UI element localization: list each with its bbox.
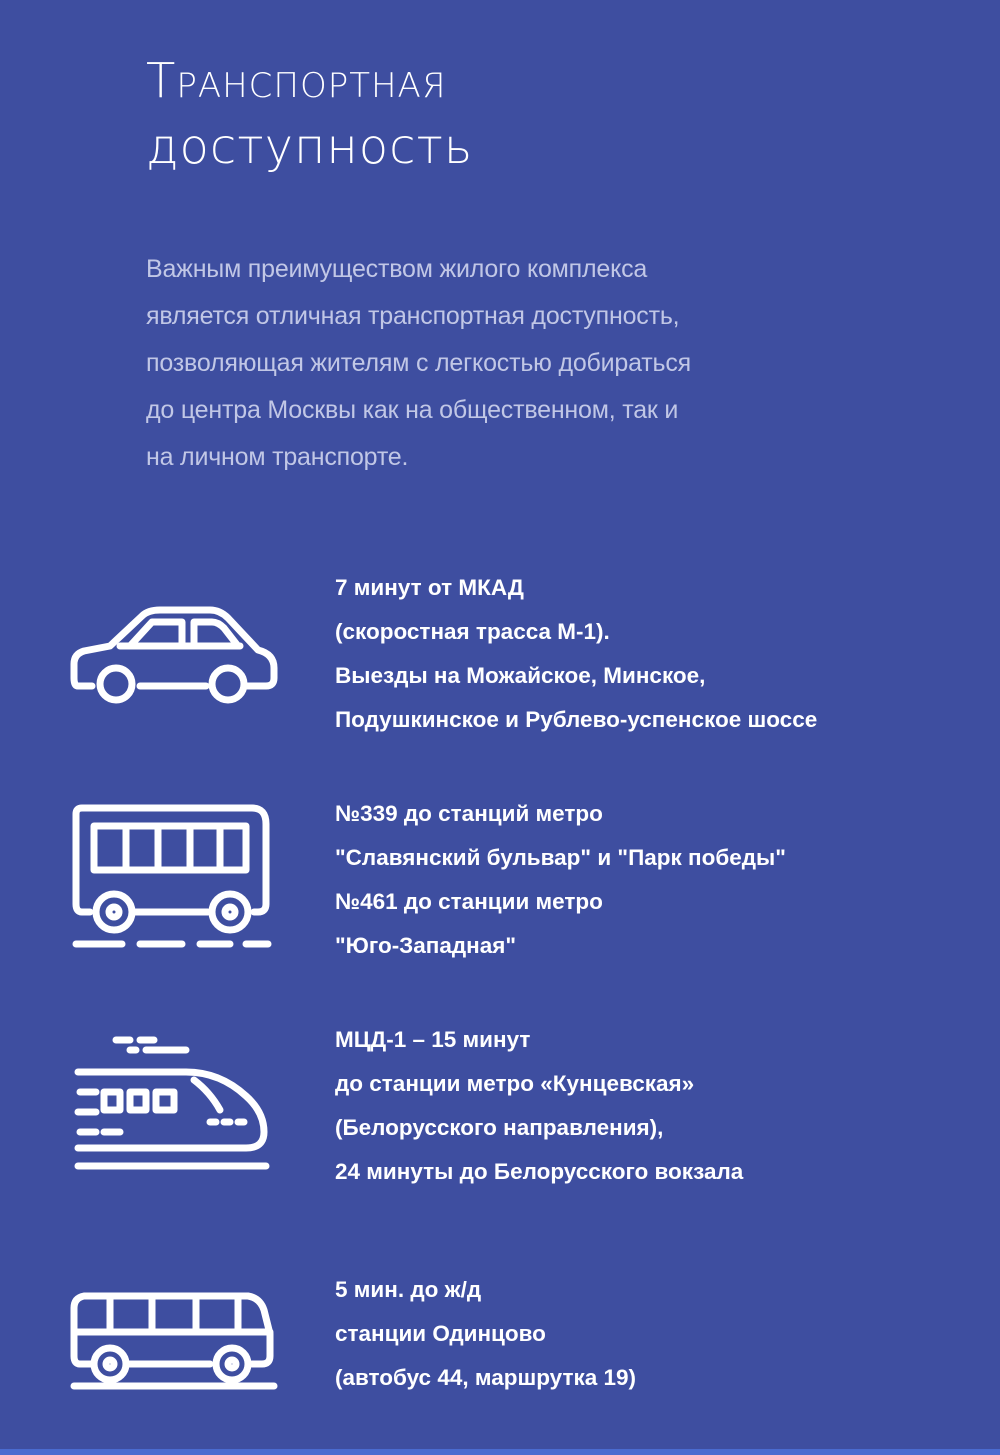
train-text-line: МЦД-1 – 15 минут — [335, 1027, 531, 1052]
bus-text-line: "Славянский бульвар" и "Парк победы" — [335, 845, 786, 870]
intro-line: является отличная транспортная доступность, — [146, 302, 680, 330]
car-description — [335, 566, 817, 742]
bottom-border — [0, 1449, 1000, 1455]
minibus-text-line: станции Одинцово — [335, 1321, 546, 1346]
bus-text-line: №339 до станций метро — [335, 801, 603, 826]
bus-text-line: "Юго-Западная" — [335, 933, 517, 958]
minibus-icon — [70, 1292, 280, 1392]
car-icon — [70, 606, 280, 706]
car-text-line: Подушкинское и Рублево-успенское шоссе — [335, 707, 818, 732]
title-line-2: доступность — [146, 119, 474, 175]
intro-paragraph — [146, 246, 846, 481]
minibus-text-line: 5 мин. до ж/д — [335, 1277, 482, 1302]
train-text-line: 24 минуты до Белорусского вокзала — [335, 1159, 744, 1184]
minibus-text-line: (автобус 44, маршрутка 19) — [335, 1365, 637, 1390]
intro-line: до центра Москвы как на общественном, так и — [146, 396, 679, 424]
train-description — [335, 1018, 743, 1194]
car-text-line: 7 минут от МКАД — [335, 575, 524, 600]
train-text-line: до станции метро «Кунцевская» — [335, 1071, 695, 1096]
title-line-1: Транспортная — [146, 53, 447, 109]
intro-line: на личном транспорте. — [146, 443, 409, 471]
train-icon — [70, 1036, 275, 1176]
train-text-line: (Белорусского направления), — [335, 1115, 664, 1140]
car-text-line: (скоростная трасса М-1). — [335, 619, 610, 644]
minibus-description — [335, 1268, 636, 1400]
bus-icon — [70, 804, 275, 954]
intro-line: позволяющая жителям с легкостью добираться — [146, 349, 691, 377]
bus-text-line: №461 до станции метро — [335, 889, 603, 914]
bus-description — [335, 792, 786, 968]
page-title — [146, 48, 473, 180]
car-text-line: Выезды на Можайское, Минское, — [335, 663, 706, 688]
intro-line: Важным преимуществом жилого комплекса — [146, 255, 648, 283]
